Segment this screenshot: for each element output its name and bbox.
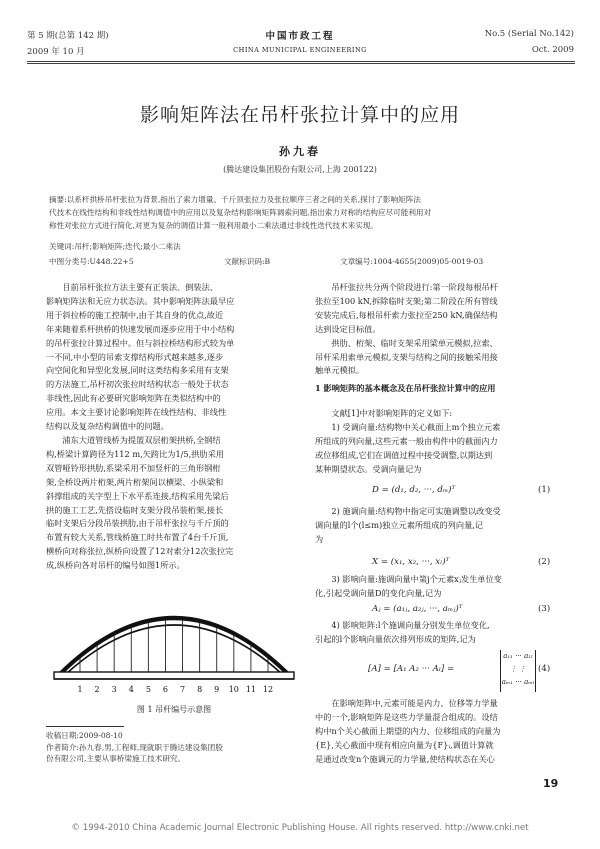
hanger-label: 7 — [179, 685, 186, 694]
left-column-line: 结构以及复杂结构调值中的问题。 — [46, 421, 169, 432]
tail-line: 是通过改变n个施调元的力学量,使结构状态在关心 — [315, 753, 495, 764]
right-column-top — [315, 281, 559, 378]
matrix-row: a₁₁ ··· a₁ₗ — [503, 652, 533, 660]
hanger-label: 1 — [77, 685, 83, 694]
abstract-line: 称性对张拉方式进行简化,对更为复杂的调值计算一般利用最小二乘法通过非线性迭代技术来实现。 — [49, 221, 378, 230]
equation-3-number: (3) — [538, 604, 551, 614]
arch-rib-inner — [66, 625, 282, 674]
page-number: 19 — [543, 777, 559, 790]
date-cn: 2009 年 10 月 — [27, 47, 85, 57]
header-rule-top — [27, 61, 575, 62]
bridge-elevation-diagram — [50, 570, 298, 700]
article-number: 文章编号:1004-4655(2009)05-0019-03 — [340, 257, 484, 266]
figure-1 — [50, 570, 298, 700]
definition-line: 1) 受调向量:结构物中关心截面上m个独立元素 — [331, 421, 501, 432]
hanger-label: 6 — [162, 685, 169, 694]
left-column-line: 成,纵桥向各对吊杆的编号如图1所示。 — [46, 560, 185, 571]
journal-logo-cn: 中国市政工程 — [265, 31, 335, 42]
issue-cn: 第 5 期(总第 142 期) — [27, 31, 109, 41]
abstract — [49, 193, 555, 232]
definition-block — [315, 407, 559, 477]
affiliation: (腾达建设集团股份有限公司,上海 200122) — [223, 165, 377, 174]
left-column-line: 双管哑铃形拱肋,系梁采用不加竖杆的三角形钢桁 — [46, 462, 221, 473]
left-column-line: 临时支架后分段吊装拱肋,由于吊杆张拉与千斤顶的 — [46, 518, 229, 529]
left-column-line: 年来随着系杆拱桥的快速发展而逐步应用于中小结构 — [46, 323, 235, 334]
tail-line: 构中n个关心截面上期望的内力、位移组成的向量为 — [315, 725, 501, 736]
date-en: Oct. 2009 — [531, 45, 574, 55]
hanger-group — [80, 620, 268, 672]
right-column-line: 达到设定目标值。 — [315, 323, 381, 334]
item-2-line: 为 — [315, 533, 324, 544]
matrix-row: aₘ₁ ··· aₘₗ — [501, 678, 535, 686]
equation-4-lhs: [A] = [A₁ A₂ ··· Aₗ] = — [368, 664, 455, 674]
left-column-line: 用于斜拉桥的施工控制中,由于其自身的优点,故近 — [46, 309, 224, 320]
left-column-line: 的方法施工,吊杆初次张拉时结构状态一般处于状态 — [46, 379, 229, 390]
hanger-label: 8 — [197, 685, 203, 694]
hanger-label: 10 — [228, 685, 239, 694]
document-code: 文献标识码:B — [224, 257, 271, 266]
equation-2-number: (2) — [538, 557, 551, 567]
definition-line: 或位移组成,它们在调值过程中接受调整,以期达到 — [315, 449, 493, 460]
arch-rib-outer — [60, 618, 288, 674]
left-column-line: 浦东大道管线桥为提篮双层桁架拱桥,全钢结 — [62, 434, 221, 445]
left-column-line: 斜撑组成的关字型上下水平系连接,结构采用先梁后 — [46, 490, 229, 501]
tail-line: 在影响矩阵中,元素可能是内力、位移等力学量 — [331, 698, 498, 708]
equation-4-number: (4) — [538, 664, 551, 674]
left-column-line: 的吊杆张拉计算过程中。但与斜拉桥结构形式较为单 — [46, 337, 235, 348]
left-column-line: 一不同,中小型的吊索支撑结构形式越来越多,逐步 — [46, 351, 224, 362]
definition-line: 所组成的列向量,这些元素一般由构件中的截面内力 — [315, 435, 498, 446]
hanger-label: 12 — [262, 685, 274, 694]
right-column-line: 吊杆采用索单元模拟,支架与结构之间的接触采用接 — [315, 351, 498, 362]
right-column-line: 吊杆张拉共分两个阶段进行:第一阶段每根吊杆 — [331, 282, 498, 292]
item-2-line: 调向量的l个(l≤m)独立元素所组成的列向量,记 — [315, 519, 484, 530]
keywords: 关键词:吊杆;影响矩阵;迭代;最小二乘法 — [49, 242, 181, 251]
author-bio-line: 作者简介:孙九春,男,工程师,现就职于腾达建设集团股 — [46, 742, 223, 752]
tail-line: 中的一个,影响矩阵是这些力学量混合组成的。设结 — [315, 711, 498, 722]
left-column-line: 目前吊杆张拉方法主要有正装法、倒装法、 — [62, 282, 218, 292]
hanger-label: 5 — [145, 685, 151, 694]
copyright-notice: © 1994-2010 China Academic Journal Electronic Publishing House. All rights reserved. http://www.cnki.net — [71, 823, 529, 833]
definition-line: 文献[1]中对影响矩阵的定义如下: — [331, 408, 453, 418]
left-column-line: 拱的施工工艺,先搭设临时支架分段吊装桁架,接长 — [46, 504, 224, 515]
left-column-line: 向空间化和异型化发展,同时这类结构多采用有支架 — [46, 365, 229, 376]
right-column-line: 拱肋、桁架、临时支架采用梁单元模拟,拉索、 — [331, 337, 498, 348]
item-3-line: 化,引起受调向量D的变化向量,记为 — [315, 587, 442, 598]
equation-3: Aⱼ = (a₁ⱼ, a₂ⱼ, ···, aₘⱼ)ᵀ — [372, 604, 463, 614]
left-column-line: 布置有较大关系,管线桥施工时共布置了4台千斤顶, — [46, 532, 229, 543]
item-3-line: 3) 影响向量:施调向量中第j个元素xⱼ发生单位变 — [331, 574, 502, 584]
equation-1: D = (d₁, d₂, ···, dₘ)ᵀ — [372, 485, 456, 495]
clc-number: 中图分类号:U448.22+5 — [49, 257, 134, 266]
footnote-rule — [46, 726, 124, 727]
footnote — [46, 730, 300, 765]
hanger-label: 3 — [111, 685, 117, 694]
item-2-line: 2) 施调向量:结构物中指定可实施调整以改变受 — [331, 506, 501, 516]
header-rule-bottom — [27, 63, 575, 64]
section-heading-1: 1 影响矩阵的基本概念及在吊杆张拉计算中的应用 — [315, 383, 496, 393]
item-4-line: 4) 影响矩阵:l个施调向量分别发生单位变化, — [331, 620, 490, 630]
left-column-line: 非线性,因此有必要研究影响矩阵在类似结构中的 — [46, 393, 221, 404]
equation-2: X = (x₁, x₂, ···, xₗ)ᵀ — [372, 557, 450, 567]
issue-en: No.5 (Serial No.142) — [484, 29, 574, 39]
article-title: 影响矩阵法在吊杆张拉计算中的应用 — [139, 104, 460, 126]
item-2-block — [315, 505, 559, 547]
hanger-label: 4 — [128, 685, 134, 694]
equation-4-matrix — [500, 650, 536, 692]
hanger-label: 9 — [214, 685, 220, 694]
left-column-line: 构,桥梁计算跨径为112 m,矢跨比为1/5,拱肋采用 — [46, 448, 224, 459]
left-column-text — [46, 281, 300, 573]
journal-name-en: CHINA MUNICIPAL ENGINEERING — [233, 46, 367, 54]
figure-1-caption: 图 1 吊杆编号示意图 — [136, 705, 212, 714]
matrix-row: ⋮ ⋮ — [509, 665, 527, 673]
right-column-line: 安装完成后,每根吊杆索力张拉至250 kN,确保结构 — [315, 309, 498, 320]
item-4-block — [315, 619, 559, 647]
left-column-line: 横桥向对称张拉,纵桥向设置了12对索分12次张拉完 — [46, 546, 234, 557]
deck-truss — [54, 672, 294, 679]
right-column-tail — [315, 697, 559, 767]
left-column-line: 影响矩阵法和无应力状态法。其中影响矩阵法最早应 — [46, 295, 235, 306]
equation-1-number: (1) — [538, 485, 551, 495]
left-column-line: 应用。本文主要讨论影响矩阵在线性结构、非线性 — [46, 407, 227, 418]
item-3-block — [315, 573, 559, 601]
left-column-line: 架,全桥设两片桁架,两片桁架间以横梁、小纵梁和 — [46, 476, 224, 487]
right-column-line: 触单元模拟。 — [315, 365, 365, 376]
hanger-label: 2 — [94, 685, 100, 694]
hanger-label: 11 — [245, 685, 257, 694]
definition-line: 某种期望状态。受调向量记为 — [315, 463, 422, 474]
right-column-line: 张拉至100 kN,拆除临时支架;第二阶段在所有管线 — [315, 295, 498, 306]
tail-line: {E},关心截面中现有相应向量为{F}ᵢ,调值计算就 — [315, 739, 494, 750]
abstract-line: 代技术在线性结构和非线性结构调值中的应用以及复杂结构影响矩阵调索问题,指出索力对称的结构应尽可能利用对 — [49, 208, 432, 217]
author-bio-line: 份有限公司,主要从事桥梁施工技术研究。 — [46, 754, 186, 763]
item-4-line: 引起的l个影响向量依次排列形成的矩阵,记为 — [315, 633, 476, 644]
abstract-line: 摘要:以系杆拱桥吊杆张拉为背景,指出了索力增量、千斤顶张拉力及张拉顺序三者之间的关系,探讨了影响矩阵法 — [49, 195, 421, 204]
received-date: 收稿日期:2009-08-10 — [46, 731, 123, 740]
hanger-label-group — [77, 685, 273, 694]
author-name: 孙九春 — [279, 145, 321, 158]
